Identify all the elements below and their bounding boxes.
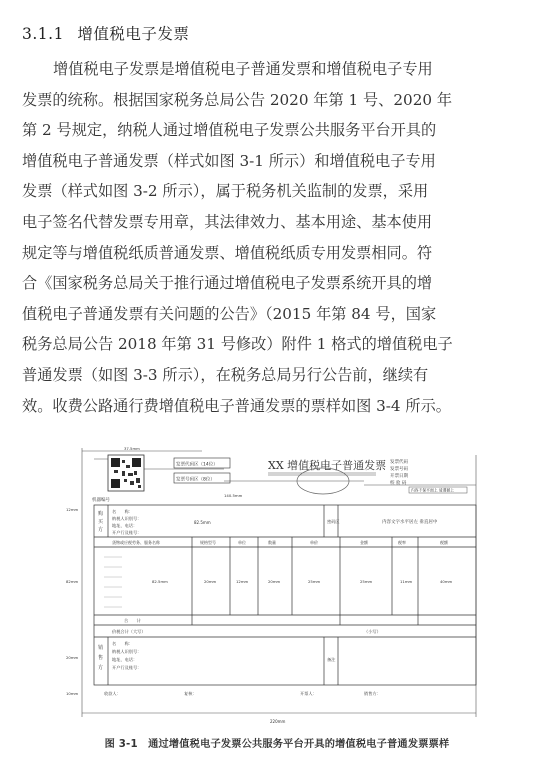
content-note-top: 内容不保平面上 请遵循上 bbox=[411, 487, 454, 493]
total-small-label: （小写） bbox=[364, 629, 381, 634]
paragraph-line: 效。收费公路通行费增值税电子普通发票的票样如图 3-4 所示。 bbox=[22, 396, 451, 415]
qr-code-image bbox=[108, 455, 144, 491]
paragraph-line: 增值税电子发票是增值税电子普通发票和增值税电子专用 bbox=[53, 60, 433, 78]
dim-total-width: 220mm bbox=[270, 719, 286, 724]
code-label-2: 发票号码区（8位） bbox=[176, 477, 215, 483]
paragraph-line: 发票的统称。根据国家税务总局公告 2020 年第 1 号、2020 年 bbox=[22, 90, 453, 109]
section-title: 增值税电子发票 bbox=[77, 25, 190, 43]
buyer-label-2: 买 bbox=[98, 519, 104, 525]
body-paragraph bbox=[22, 54, 532, 421]
seller-field-taxid: 纳税人识别号： bbox=[112, 649, 142, 654]
buyer-label-1: 购 bbox=[98, 511, 104, 517]
dim-top-1: 37.5mm bbox=[124, 446, 140, 451]
seller-label-1: 销 bbox=[98, 645, 104, 651]
buyer-label-3: 方 bbox=[98, 527, 104, 533]
paragraph-line: 第 2 号规定，纳税人通过增值税电子发票公共服务平台开具的 bbox=[22, 121, 437, 140]
buyer-field-address: 地址、电话： bbox=[112, 523, 138, 528]
paragraph-line: 发票（样式如图 3-2 所示），属于税务机关监制的发票，采用 bbox=[22, 182, 429, 201]
footer-seller: 销售方： bbox=[364, 691, 381, 696]
code-label-1: 发票代码区（14位） bbox=[176, 462, 218, 468]
footer-reviewer: 复核： bbox=[184, 691, 197, 696]
paragraph-line: 税务总局公告 2018 年第 31 号修改）附件 1 格式的增值税电子 bbox=[22, 335, 453, 354]
header-field-code: 发票代码 bbox=[390, 460, 408, 465]
column-header-unit: 单位 bbox=[238, 540, 246, 545]
dim-col-1: 82.5mm bbox=[194, 520, 211, 525]
column-header-qty: 数量 bbox=[268, 540, 276, 545]
paragraph-line: 值税电子普通发票有关问题的公告》（2015 年第 84 号，国家 bbox=[22, 304, 437, 323]
password-area-label: 密码区 bbox=[327, 519, 340, 524]
machine-number-label: 机器编号 bbox=[92, 498, 110, 503]
column-header-price: 单价 bbox=[310, 540, 318, 545]
header-field-date: 开票日期 bbox=[390, 474, 408, 479]
invoice-diagram bbox=[64, 445, 490, 727]
invoice-figure bbox=[64, 445, 490, 727]
dim-row-footer: 10mm bbox=[66, 691, 79, 696]
paragraph-line: 增值税电子普通发票（样式如图 3-1 所示）和增值税电子专用 bbox=[22, 151, 436, 170]
dim-col-qty: 20mm bbox=[268, 579, 281, 584]
seller-field-address: 地址、电话： bbox=[112, 657, 138, 662]
header-field-number: 发票号码 bbox=[390, 467, 408, 472]
column-header-tax: 税额 bbox=[440, 540, 448, 545]
seller-label-3: 方 bbox=[98, 665, 104, 671]
header-field-check: 校 验 码 bbox=[390, 481, 407, 486]
footer-drawer: 开票人： bbox=[300, 691, 317, 696]
paragraph-line: 普通发票（如图 3-3 所示），在税务总局另行公告前，继续有 bbox=[22, 365, 429, 384]
buyer-field-taxid: 纳税人识别号： bbox=[112, 516, 142, 521]
column-header-spec: 规格型号 bbox=[200, 540, 216, 545]
dim-col-goods: 82.5mm bbox=[152, 579, 168, 584]
dim-row-main: 82mm bbox=[66, 579, 79, 584]
paragraph-line: 合《国家税务总局关于推行通过增值税电子发票系统开具的增 bbox=[22, 274, 433, 293]
content-note-center: 内容文字水平居左 垂直居中 bbox=[382, 520, 438, 525]
dim-col-tax: 40mm bbox=[440, 579, 453, 584]
buyer-field-bank: 开户行及账号： bbox=[112, 530, 142, 535]
column-header-goods: 货物或应税劳务、服务名称 bbox=[112, 540, 160, 545]
footer-payee: 收款人： bbox=[104, 691, 121, 696]
dim-row-seller: 20mm bbox=[66, 655, 79, 660]
column-header-rate: 税率 bbox=[398, 540, 406, 545]
seller-label-2: 售 bbox=[98, 655, 104, 661]
invoice-title: XX 增值税电子普通发票 bbox=[268, 459, 387, 472]
total-label: 合 计 bbox=[124, 618, 141, 623]
remarks-label: 备注 bbox=[327, 657, 336, 662]
dim-col-rate: 11mm bbox=[400, 579, 413, 584]
dim-top-2: 140.5mm bbox=[224, 493, 243, 498]
dim-col-price: 25mm bbox=[308, 579, 321, 584]
invoice-table bbox=[94, 505, 476, 685]
seller-field-bank: 开户行及账号： bbox=[112, 665, 142, 670]
buyer-field-name: 名 称： bbox=[112, 509, 133, 514]
dim-col-spec: 20mm bbox=[204, 579, 217, 584]
total-words-label: 价税合计（大写） bbox=[112, 629, 146, 634]
dim-col-amount: 25mm bbox=[360, 579, 373, 584]
column-header-amount: 金额 bbox=[360, 540, 368, 545]
dim-row-top: 12mm bbox=[66, 507, 79, 512]
dim-col-unit: 12mm bbox=[236, 579, 249, 584]
section-heading bbox=[22, 22, 189, 44]
figure-caption: 图 3-1 通过增值税电子发票公共服务平台开具的增值税电子普通发票票样 bbox=[104, 739, 450, 750]
paragraph-line: 规定等与增值税纸质普通发票、增值税纸质专用发票相同。符 bbox=[22, 243, 433, 262]
section-number: 3.1.1 bbox=[22, 25, 64, 43]
seller-field-name: 名 称： bbox=[112, 641, 133, 646]
paragraph-line: 电子签名代替发票专用章，其法律效力、基本用途、基本使用 bbox=[22, 212, 433, 231]
